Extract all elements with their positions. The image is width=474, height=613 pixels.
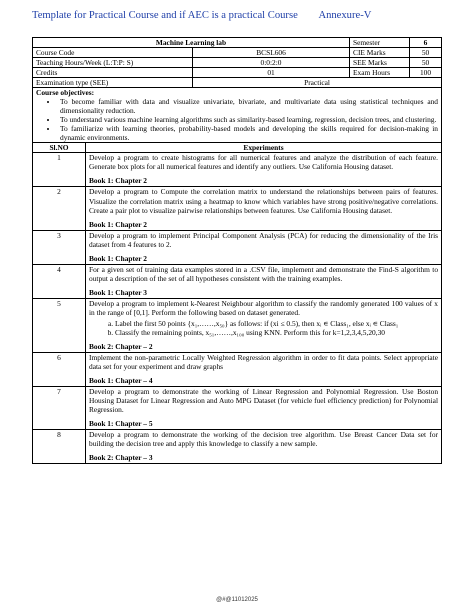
objective-item: • To understand various machine learning algorithms such as similarity-based learning, regression, decision trees, and clustering. xyxy=(58,115,438,124)
experiment-cell xyxy=(86,264,442,298)
experiment-row xyxy=(33,153,442,187)
credits-label: Credits xyxy=(33,68,193,78)
experiment-cell xyxy=(86,153,442,187)
experiment-row xyxy=(33,387,442,430)
experiment-text: Develop a program to demonstrate the working of Linear Regression and Polynomial Regression. Use Boston Housing Dataset for Linear Regression and Auto MPG Dataset (for vehicle fuel efficiency prediction) for Polynomial Regression. xyxy=(89,387,439,415)
objective-item: • To familiarize with learning theories, probability-based models and developing the skills required for decision-making in dynamic environments. xyxy=(58,124,438,142)
exam-type-row xyxy=(33,78,442,88)
experiment-text: Develop a program to create histograms for all numerical features and analyze the distribution of each feature. Generate box plots for all numerical features and identify any outliers. Use California Housing dataset. xyxy=(89,153,439,172)
experiment-text: For a given set of training data examples stored in a .CSV file, implement and demonstrate the Find-S algorithm to output a description of the set of all hypotheses consistent with the training examples. xyxy=(89,264,439,283)
experiments-header: Experiments xyxy=(86,143,442,153)
experiment-book: Book 1: Chapter – 5 xyxy=(89,419,153,429)
experiment-number: 3 xyxy=(33,230,86,264)
cie-label: CIE Marks xyxy=(350,48,410,58)
exam-type-value: Practical xyxy=(193,78,442,88)
experiment-book: Book 1: Chapter 2 xyxy=(89,176,147,186)
experiment-row xyxy=(33,187,442,230)
experiment-text: Develop a program to demonstrate the working of the decision tree algorithm. Use Breast Cancer Data set for building the decision tree and apply this knowledge to classify a new sample. xyxy=(89,430,439,449)
credits-value: 01 xyxy=(193,68,350,78)
experiment-text: Implement the non-parametric Locally Weighted Regression algorithm in order to fit data points. Select appropriate data set for your experiment and draw graphs xyxy=(89,352,439,371)
experiment-text: Develop a program to implement Principal Component Analysis (PCA) for reducing the dimensionality of the Iris dataset from 4 features to 2. xyxy=(89,230,439,249)
experiment-book: Book 1: Chapter 2 xyxy=(89,219,147,229)
objectives-row xyxy=(33,88,442,143)
experiment-number: 4 xyxy=(33,264,86,298)
experiment-text: Develop a program to implement k-Nearest Neighbour algorithm to classify the randomly generated 100 values of x in the range of [0,1]. Perform the following based on dataset generated. xyxy=(89,298,439,317)
syllabus-table xyxy=(32,37,442,464)
experiment-number: 2 xyxy=(33,187,86,230)
experiment-row xyxy=(33,230,442,264)
experiment-row xyxy=(33,352,442,386)
experiment-book: Book 1: Chapter 2 xyxy=(89,253,147,263)
experiment-book: Book 1: Chapter – 4 xyxy=(89,376,153,385)
experiment-number: 5 xyxy=(33,298,86,352)
experiment-subitems xyxy=(89,319,438,337)
experiment-cell xyxy=(86,387,442,430)
experiment-text: Develop a program to Compute the correlation matrix to understand the relationships between pairs of features. Visualize the correlation matrix using a heatmap to know which variables have strong positive/negative correlations. Create a pair plot to visualize pairwise relationships between features. Use California Housing dataset. xyxy=(89,187,439,215)
semester-label: Semester xyxy=(350,38,410,48)
experiment-number: 8 xyxy=(33,430,86,464)
page-footer: @#@11012025 xyxy=(216,597,258,603)
exam-type-label: Examination type (SEE) xyxy=(33,78,193,88)
slno-header: Sl.NO xyxy=(33,143,86,153)
experiment-cell xyxy=(86,230,442,264)
teaching-hours-value: 0:0:2:0 xyxy=(193,58,350,68)
teaching-hours-row xyxy=(33,58,442,68)
experiment-cell xyxy=(86,187,442,230)
credits-row xyxy=(33,68,442,78)
course-name: Machine Learning lab xyxy=(33,38,350,48)
experiment-book: Book 2: Chapter – 3 xyxy=(89,453,153,463)
see-label: SEE Marks xyxy=(350,58,410,68)
header-title: Template for Practical Course and if AEC is a practical Course xyxy=(32,10,298,21)
see-value: 50 xyxy=(410,58,442,68)
experiment-row xyxy=(33,264,442,298)
experiment-number: 7 xyxy=(33,387,86,430)
experiments-header-row xyxy=(33,143,442,153)
cie-value: 50 xyxy=(410,48,442,58)
annexure-label: Annexure-V xyxy=(318,10,372,21)
course-code-value: BCSL606 xyxy=(193,48,350,58)
exam-hours-value: 100 xyxy=(410,68,442,78)
experiment-cell xyxy=(86,430,442,464)
experiment-subitem: a. Label the first 50 points {x₁,……,x₅₀} as follows: if (xi ≤ 0.5), then xᵢ ∊ Class₁, else xᵢ ∊ Class₁ xyxy=(115,319,438,328)
page-header xyxy=(32,10,371,21)
exam-hours-label: Exam Hours xyxy=(350,68,410,78)
experiment-number: 1 xyxy=(33,153,86,187)
course-name-row xyxy=(33,38,442,48)
experiment-number: 6 xyxy=(33,352,86,386)
experiment-subitem: b. Classify the remaining points, x₅₁,……,x₁₀₀ using KNN. Perform this for k=1,2,3,4,5,20,30 xyxy=(115,328,438,337)
experiment-book: Book 2: Chapter – 2 xyxy=(89,341,153,351)
teaching-hours-label: Teaching Hours/Week (L:T:P: S) xyxy=(33,58,193,68)
objectives-list xyxy=(36,97,438,142)
experiment-row xyxy=(33,430,442,464)
experiment-cell xyxy=(86,352,442,386)
objectives-heading: Course objectives: xyxy=(36,88,95,98)
experiment-book: Book 1: Chapter 3 xyxy=(89,287,147,297)
objective-item: • To become familiar with data and visualize univariate, bivariate, and multivariate data using statistical techniques and dimensionality reduction. xyxy=(58,97,438,115)
course-code-row xyxy=(33,48,442,58)
semester-value: 6 xyxy=(410,38,442,48)
course-code-label: Course Code xyxy=(33,48,193,58)
experiment-cell xyxy=(86,298,442,352)
objectives-cell xyxy=(33,88,442,143)
experiment-row xyxy=(33,298,442,352)
